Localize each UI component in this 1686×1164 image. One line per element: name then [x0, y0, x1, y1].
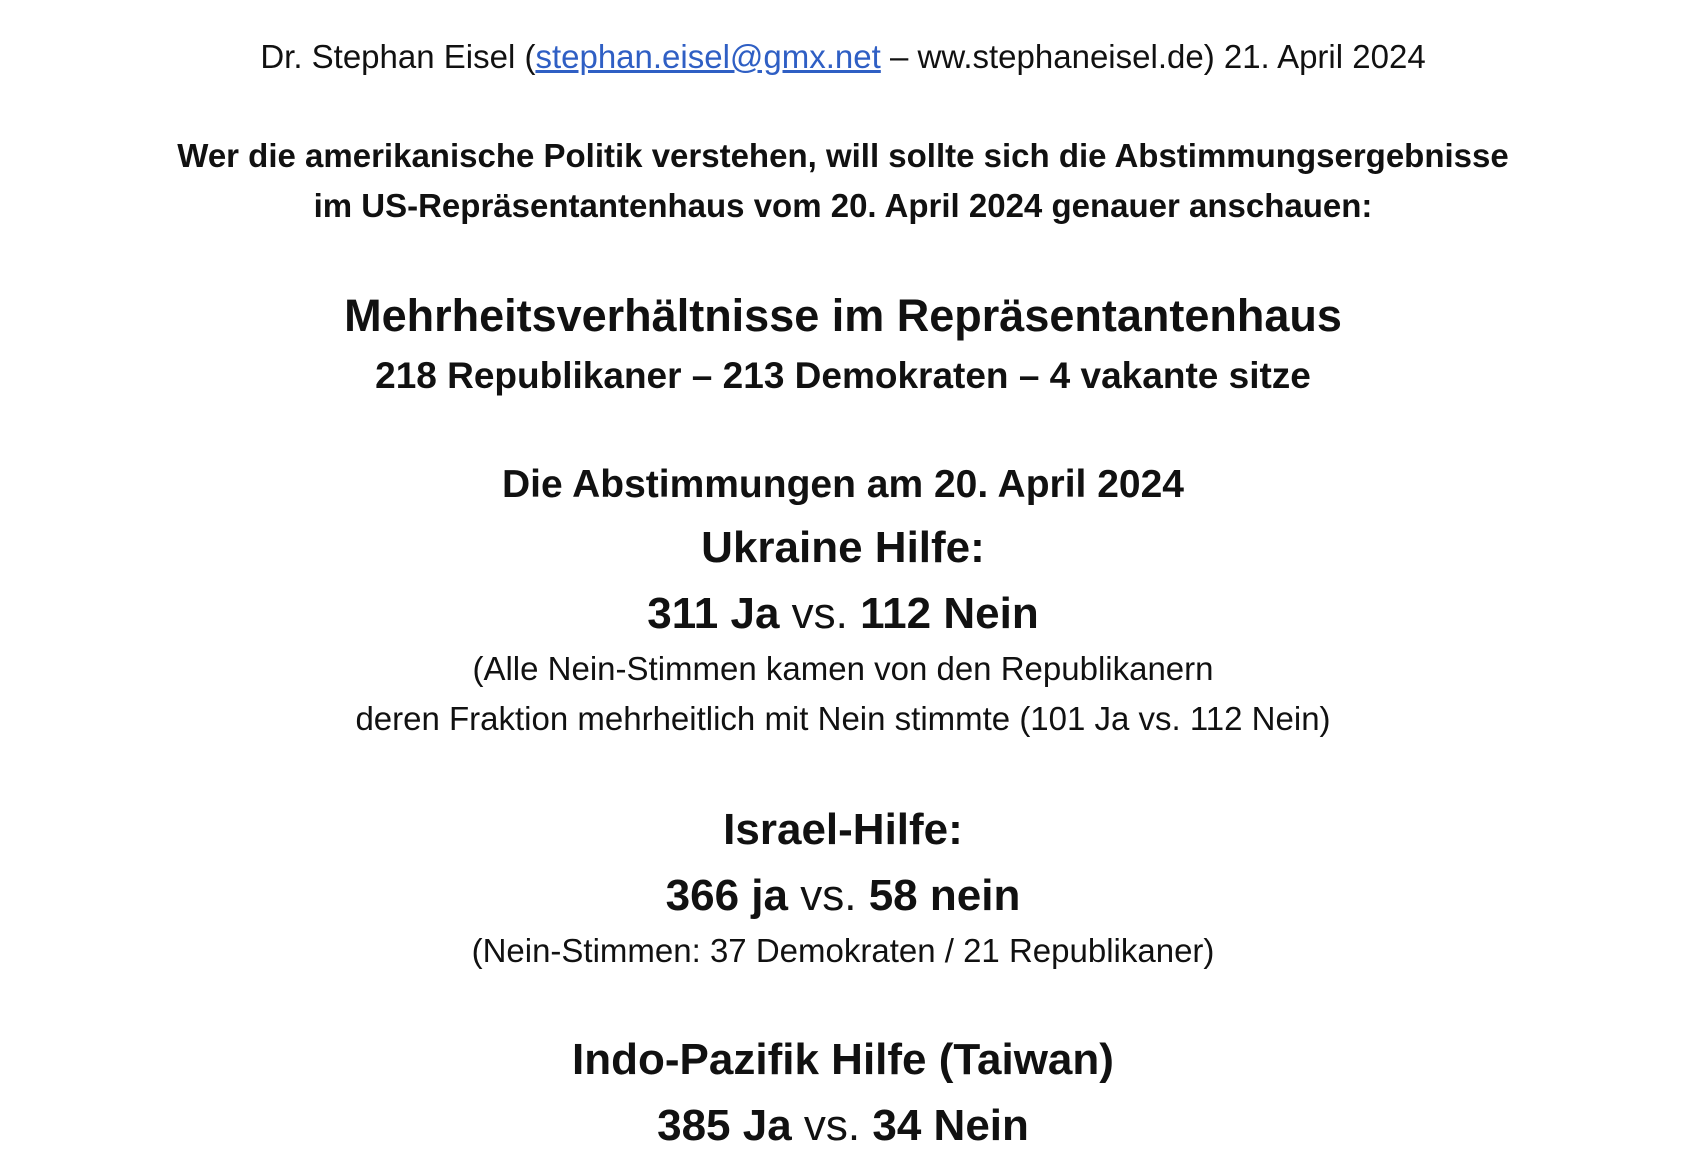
majority-title: Mehrheitsverhältnisse im Repräsentantenhaus [344, 290, 1342, 341]
israel-result [0, 871, 1686, 920]
israel-yes: 366 ja [665, 871, 789, 920]
majority-subtitle: 218 Republikaner – 213 Demokraten – 4 vakante sitze [375, 355, 1311, 396]
indo-result [0, 1101, 1686, 1150]
author-text: Dr. Stephan Eisel ( [260, 38, 536, 75]
email-link[interactable]: stephan.eisel@gmx.net [535, 38, 881, 75]
indo-yes: 385 Ja [657, 1101, 792, 1150]
ukraine-vs: vs. [779, 589, 861, 638]
israel-vs: vs. [788, 871, 869, 920]
ukraine-result [0, 589, 1686, 638]
indo-no: 34 Nein [872, 1101, 1029, 1150]
israel-note: (Nein-Stimmen: 37 Demokraten / 21 Republikaner) [471, 932, 1215, 969]
intro-line-2: im US-Repräsentantenhaus vom 20. April 2024 genauer anschauen: [313, 187, 1373, 224]
israel-no: 58 nein [868, 871, 1021, 920]
ukraine-yes: 311 Ja [647, 589, 780, 638]
votes-heading: Die Abstimmungen am 20. April 2024 [502, 463, 1184, 506]
ukraine-title: Ukraine Hilfe: [701, 523, 985, 572]
intro-line-1: Wer die amerikanische Politik verstehen, will sollte sich die Abstimmungsergebnisse [177, 137, 1509, 174]
website-date-text: – ww.stephaneisel.de) 21. April 2024 [880, 38, 1426, 75]
ukraine-note-1: (Alle Nein-Stimmen kamen von den Republikanern [472, 650, 1214, 687]
israel-title: Israel-Hilfe: [723, 805, 963, 854]
ukraine-note-2: deren Fraktion mehrheitlich mit Nein stimmte (101 Ja vs. 112 Nein) [355, 700, 1331, 737]
header-line [0, 40, 1686, 73]
indo-title: Indo-Pazifik Hilfe (Taiwan) [572, 1035, 1114, 1084]
indo-vs: vs. [791, 1101, 873, 1150]
ukraine-no: 112 Nein [860, 589, 1039, 638]
